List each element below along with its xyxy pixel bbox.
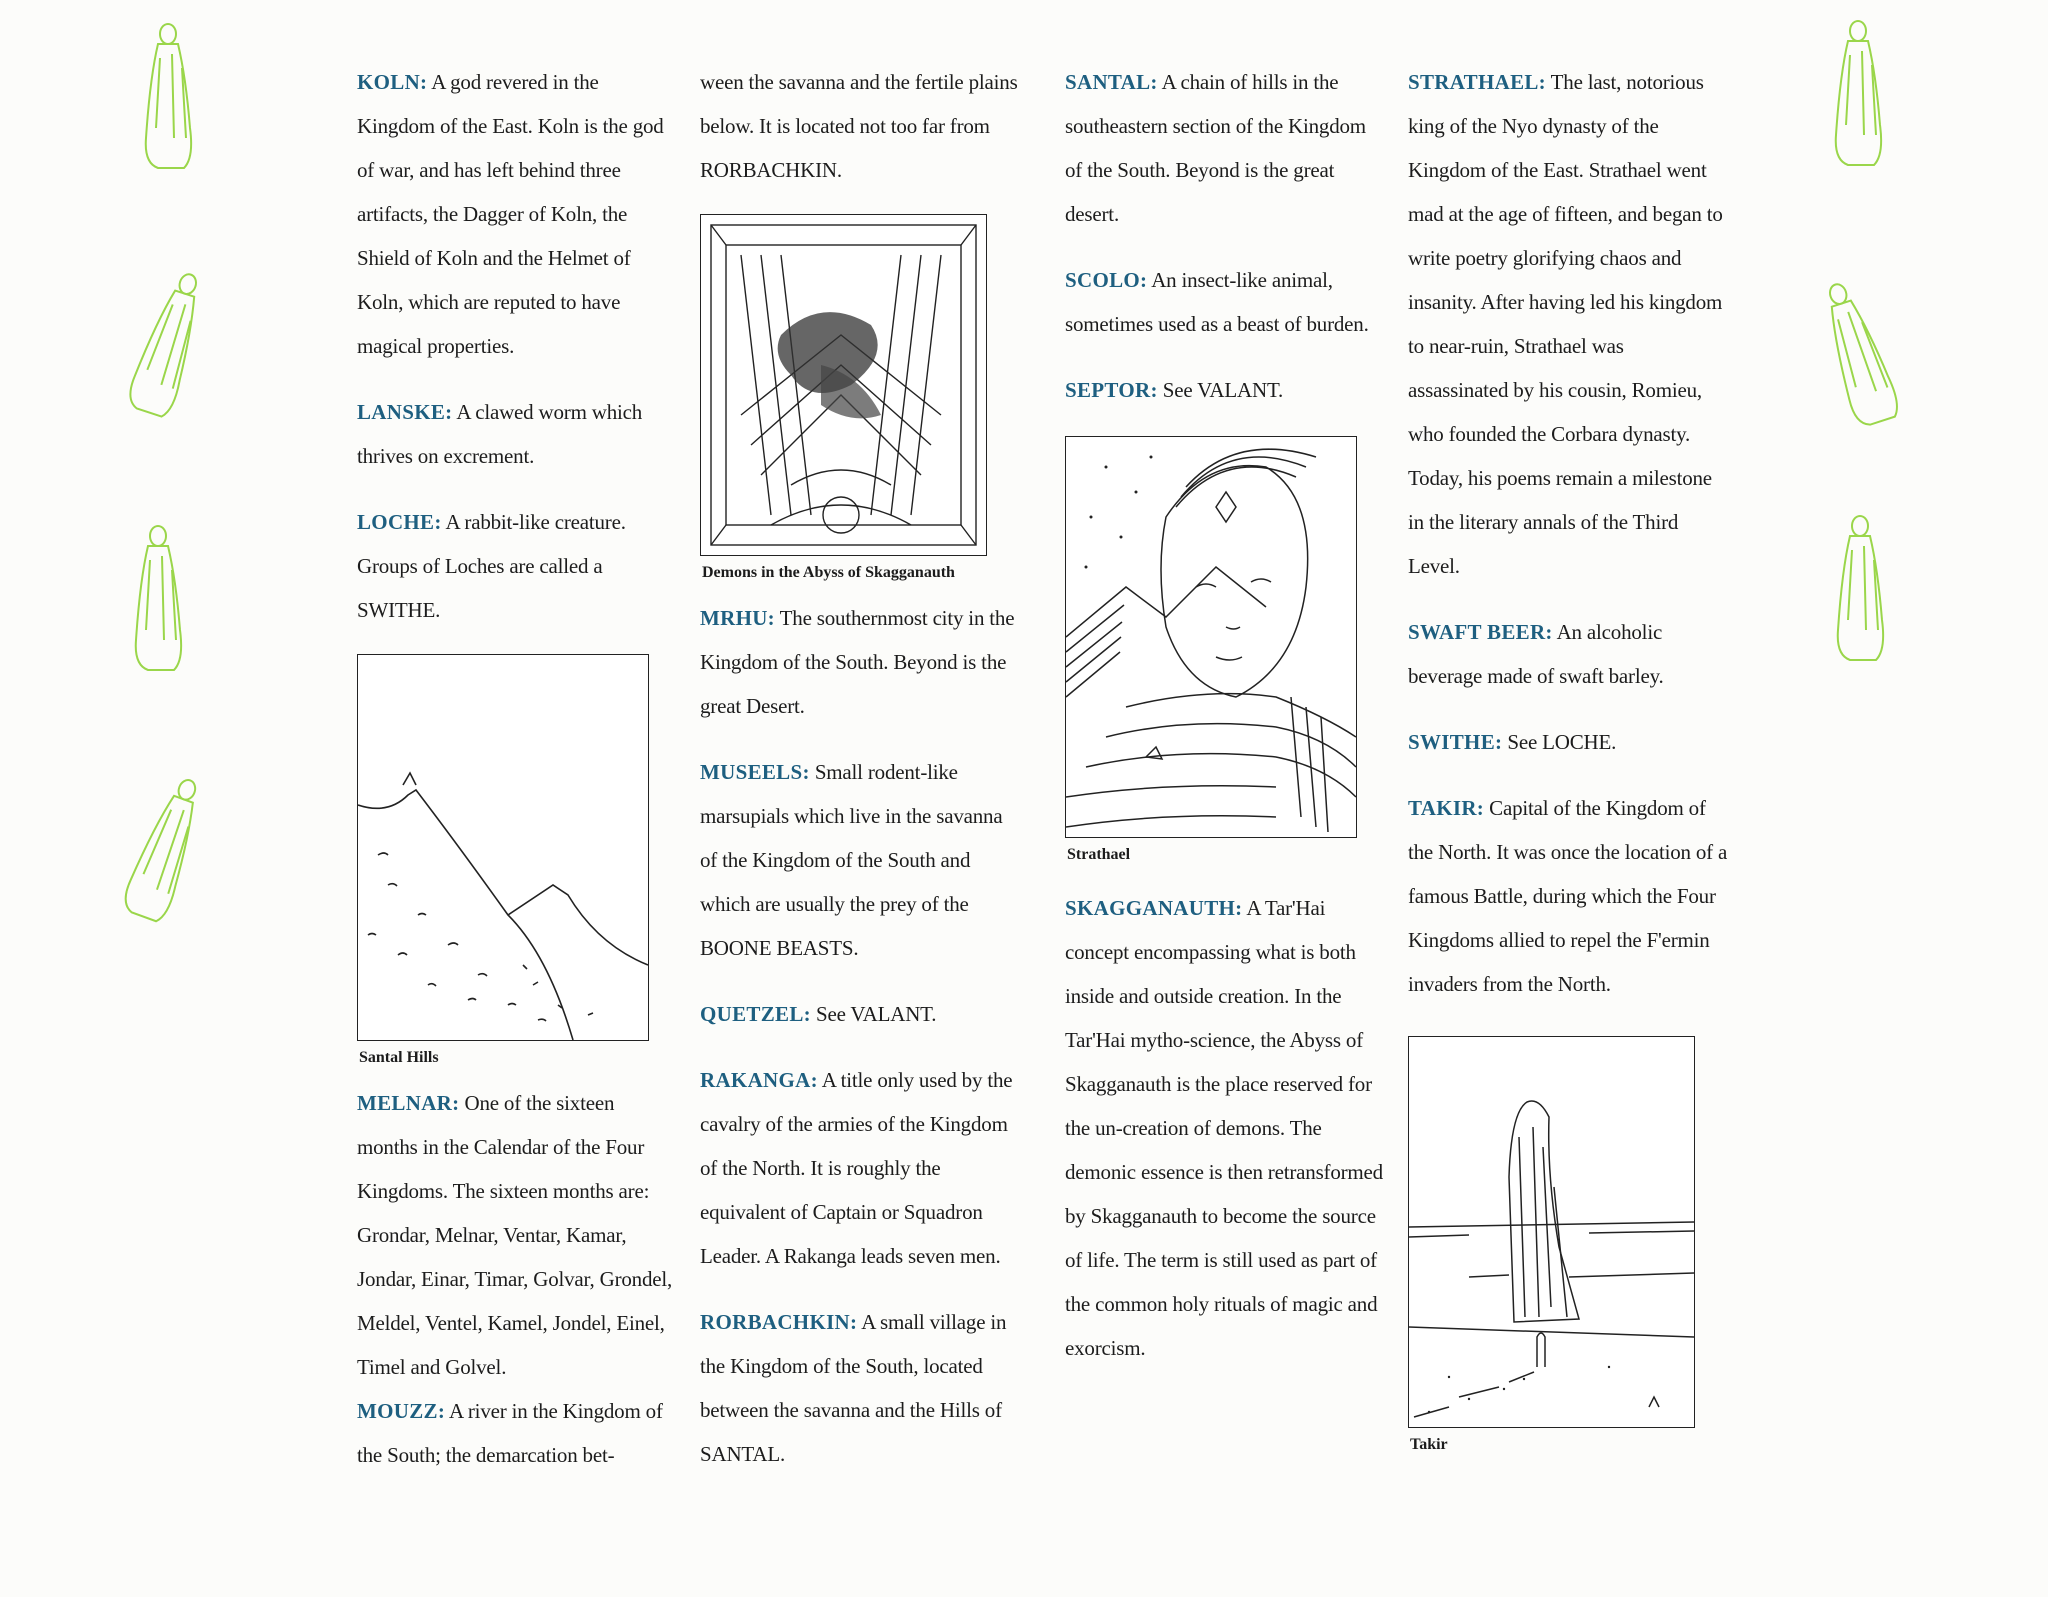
entry-septor	[1065, 368, 1385, 412]
term-label: SEPTOR:	[1065, 378, 1158, 402]
strathael-portrait-illustration	[1065, 436, 1357, 838]
definition-text: A Tar'Hai concept encompassing what is both inside and outside creation. In the Tar'Hai mytho-science, the Abyss of Skagganauth is the place reserved for the un-creation of demons. The demonic essence is then retransformed by Skagganauth to become the source of life. The term is still used as part of the common holy rituals of magic and exorcism.	[1065, 896, 1383, 1360]
glossary-column-4	[1408, 60, 1728, 1468]
robed-figure-icon	[1795, 267, 1921, 444]
entry-melnar	[357, 1081, 677, 1389]
definition-text: See VALANT.	[1157, 378, 1284, 402]
definition-text: A god revered in the Kingdom of the East. Koln is the god of war, and has left behind three artifacts, the Dagger of Koln, the Shield of Koln and the Helmet of Koln, which are reputed to have magical properties.	[357, 70, 664, 358]
term-label: LANSKE:	[357, 400, 453, 424]
entry-lanske	[357, 390, 677, 478]
caption-demons-abyss: Demons in the Abyss of Skagganauth	[702, 564, 955, 581]
definition-text: A rabbit-like creature. Groups of Loches are called a SWITHE.	[357, 510, 626, 622]
demons-abyss-illustration	[700, 214, 987, 556]
term-label: SWAFT BEER:	[1408, 620, 1553, 644]
definition-text: An alcoholic beverage made of swaft barley.	[1408, 620, 1664, 688]
term-label: MRHU:	[700, 606, 775, 630]
entry-quetzel	[700, 992, 1020, 1036]
glossary-column-1	[357, 60, 677, 1499]
term-label: SWITHE:	[1408, 730, 1503, 754]
definition-text: The last, notorious king of the Nyo dynasty of the Kingdom of the East. Strathael went mad at the age of fifteen, and began to write poetry glorifying chaos and insanity. After having led his kingdom to near-ruin, Strathael was assassinated by his cousin, Romieu, who founded the Corbara dynasty. Today, his poems remain a milestone in the literary annals of the Third Level.	[1408, 70, 1723, 578]
entry-mouzz-continued: ween the savanna and the fertile plains below. It is located not too far from RORBACHKIN.	[700, 70, 1018, 182]
glossary-column-3	[1065, 60, 1385, 1392]
definition-text: An insect-like animal, sometimes used as a beast of burden.	[1065, 268, 1369, 336]
caption-takir: Takir	[1410, 1436, 1448, 1453]
entry-koln	[357, 60, 677, 368]
term-label: SCOLO:	[1065, 268, 1148, 292]
definition-text: A river in the Kingdom of the South; the demarcation bet-	[357, 1399, 663, 1467]
entry-santal	[1065, 60, 1385, 236]
term-label: TAKIR:	[1408, 796, 1485, 820]
entry-mrhu	[700, 596, 1020, 728]
definition-text: A clawed worm which thrives on excrement.	[357, 400, 643, 468]
entry-skagganauth	[1065, 886, 1385, 1370]
entry-swaft-beer	[1408, 610, 1728, 698]
definition-text: Capital of the Kingdom of the North. It was once the location of a famous Battle, during which the Four Kingdoms allied to repel the F'ermin invaders from the North.	[1408, 796, 1728, 996]
term-label: SANTAL:	[1065, 70, 1158, 94]
term-label: RAKANGA:	[700, 1068, 818, 1092]
term-label: LOCHE:	[357, 510, 442, 534]
term-label: MUSEELS:	[700, 760, 810, 784]
term-label: STRATHAEL:	[1408, 70, 1546, 94]
caption-santal-hills: Santal Hills	[359, 1049, 439, 1066]
term-label: MELNAR:	[357, 1091, 460, 1115]
entry-museels	[700, 750, 1020, 970]
definition-text: A title only used by the cavalry of the armies of the Kingdom of the North. It is roughly the equivalent of Captain or Squadron Leader. A Rakanga leads seven men.	[700, 1068, 1013, 1268]
definition-text: See LOCHE.	[1502, 730, 1617, 754]
definition-text: See VALANT.	[810, 1002, 937, 1026]
entry-takir	[1408, 786, 1728, 1006]
definition-text: A small village in the Kingdom of the South, located between the savanna and the Hills of SANTAL.	[700, 1310, 1007, 1466]
caption-strathael: Strathael	[1067, 846, 1131, 863]
glossary-column-2	[700, 60, 1020, 1498]
term-label: QUETZEL:	[700, 1002, 811, 1026]
santal-hills-illustration	[357, 654, 649, 1041]
definition-text: Small rodent-like marsupials which live in the savanna of the Kingdom of the South and which are usually the prey of the BOONE BEASTS.	[700, 760, 1003, 960]
entry-swithe	[1408, 720, 1728, 764]
robed-figure-icon	[100, 761, 230, 939]
robed-figure-icon	[105, 257, 231, 434]
entry-loche	[357, 500, 677, 632]
robed-figure-icon	[118, 520, 198, 680]
robed-figure-icon	[1820, 510, 1900, 670]
entry-scolo	[1065, 258, 1385, 346]
entry-mouzz	[357, 1389, 677, 1477]
robed-figure-icon	[1818, 15, 1898, 175]
term-label: SKAGGANAUTH:	[1065, 896, 1243, 920]
entry-rakanga	[700, 1058, 1020, 1278]
entry-rorbachkin	[700, 1300, 1020, 1476]
definition-text: The southernmost city in the Kingdom of the South. Beyond is the great Desert.	[700, 606, 1015, 718]
takir-illustration	[1408, 1036, 1695, 1428]
definition-text: One of the sixteen months in the Calendar of the Four Kingdoms. The sixteen months are: Grondar, Melnar, Ventar, Kamar, Jondar, Einar, Timar, Golvar, Grondel, Meldel, Ventel, Kamel, Jondel, Einel, Timel and Golvel.	[357, 1091, 673, 1379]
robed-figure-icon	[128, 18, 208, 178]
term-label: MOUZZ:	[357, 1399, 446, 1423]
term-label: KOLN:	[357, 70, 428, 94]
definition-text: A chain of hills in the southeastern section of the Kingdom of the South. Beyond is the great desert.	[1065, 70, 1366, 226]
term-label: RORBACHKIN:	[700, 1310, 858, 1334]
entry-strathael	[1408, 60, 1728, 588]
